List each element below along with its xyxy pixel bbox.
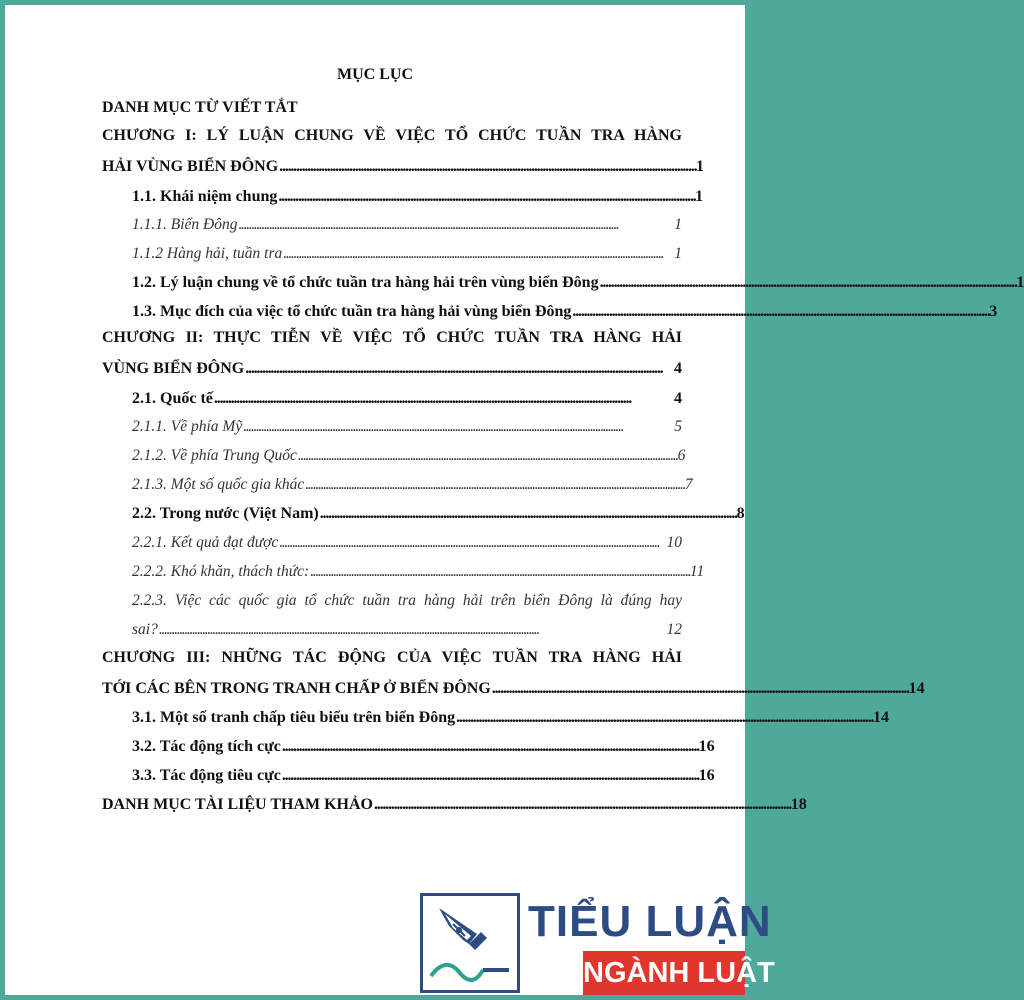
page-number: 12 (666, 621, 682, 638)
page-number: 4 (674, 390, 682, 407)
toc-entry-1-3[interactable]: 1.3. Mục đích của việc tổ chức tuần tra hàng hải vùng biển Đông . . . 3 (132, 301, 682, 323)
leader-dots (456, 707, 872, 729)
toc-entry-chapter-1-line1[interactable]: CHƯƠNG I: LÝ LUẬN CHUNG VỀ VIỆC TỔ CHỨC TUẦN TRA HÀNG (102, 127, 682, 144)
page-number: 7 (684, 476, 693, 493)
page-number: 11 (689, 563, 705, 580)
toc-title: MỤC LỤC (337, 66, 413, 83)
toc-entry-2-2-3[interactable]: sai? . . . 12 (132, 619, 682, 641)
leader-dots (159, 619, 666, 641)
toc-entry-chapter-2[interactable]: VÙNG BIỂN ĐÔNG . . . 4 (102, 358, 682, 380)
toc-entry-chapter-2-line1[interactable]: CHƯƠNG II: THỰC TIỄN VỀ VIỆC TỔ CHỨC TUẦN TRA HÀNG HẢI (102, 329, 682, 346)
page-number: 14 (872, 709, 889, 726)
toc-entry-2-1-3[interactable]: 2.1.3. Một số quốc gia khác . . . 7 (132, 474, 682, 496)
leader-dots (492, 678, 908, 700)
leader-dots (243, 416, 673, 438)
logo-red-banner (583, 951, 775, 995)
page-number: 1 (674, 245, 682, 262)
page-number: 1 (695, 188, 704, 205)
leader-dots (600, 272, 1016, 294)
page-number: 6 (677, 447, 686, 464)
leader-dots (238, 214, 673, 236)
toc-entry-2-1-1[interactable]: 2.1.1. Về phía Mỹ . . . 5 (132, 416, 682, 438)
leader-dots (320, 503, 736, 525)
page-number: 4 (674, 360, 682, 377)
toc-entry-1-1[interactable]: 1.1. Khái niệm chung . . . 1 (132, 186, 682, 208)
toc-entry-1-2[interactable]: 1.2. Lý luận chung về tổ chức tuần tra hàng hải trên vùng biển Đông . . . 1 (132, 272, 682, 294)
document-page (5, 5, 1024, 995)
logo-text-secondary: NGÀNH LUẬT (583, 957, 775, 989)
page-number: 18 (790, 796, 807, 813)
toc-entry-2-2-3-line1[interactable]: 2.2.3. Việc các quốc gia tổ chức tuần tra hàng hải trên biển Đông là đúng hay (132, 592, 682, 609)
leader-dots (279, 156, 695, 178)
toc-entry-abbreviations[interactable]: DANH MỤC TỪ VIẾT TẮT (102, 99, 298, 116)
leader-dots (572, 301, 988, 323)
leader-dots (278, 186, 694, 208)
leader-dots (305, 474, 684, 496)
page-number: 10 (666, 534, 682, 551)
page-number: 1 (695, 158, 704, 175)
leader-dots (283, 243, 673, 265)
page-number: 1 (1016, 274, 1024, 291)
toc-entry-chapter-3-line1[interactable]: CHƯƠNG III: NHỮNG TÁC ĐỘNG CỦA VIỆC TUẦN TRA HÀNG HẢI (102, 649, 682, 666)
page-number: 5 (674, 418, 682, 435)
toc-entry-1-1-2[interactable]: 1.1.2 Hàng hải, tuần tra . . . 1 (132, 243, 682, 265)
page-number: 16 (698, 767, 715, 784)
leader-dots (282, 736, 698, 758)
page-number: 1 (674, 216, 682, 233)
toc-entry-3-2[interactable]: 3.2. Tác động tích cực . . . 16 (132, 736, 682, 758)
toc-entry-1-1-1[interactable]: 1.1.1. Biển Đông . . . 1 (132, 214, 682, 236)
toc-entry-3-3[interactable]: 3.3. Tác động tiêu cực . . . 16 (132, 765, 682, 787)
leader-dots (282, 765, 698, 787)
leader-dots (214, 388, 673, 410)
brand-logo (420, 893, 775, 995)
toc-entry-2-2-2[interactable]: 2.2.2. Khó khăn, thách thức: . . . 11 (132, 561, 682, 583)
toc-entry-2-2[interactable]: 2.2. Trong nước (Việt Nam) . . . 8 (132, 503, 682, 525)
toc-entry-2-2-1[interactable]: 2.2.1. Kết quả đạt được . . . 10 (132, 532, 682, 554)
leader-dots (279, 532, 665, 554)
pen-nib-icon (420, 893, 520, 993)
page-number: 3 (989, 303, 998, 320)
logo-text-primary: TIỂU LUẬN (528, 897, 772, 946)
leader-dots (374, 794, 790, 816)
toc-entry-chapter-3[interactable]: TỚI CÁC BÊN TRONG TRANH CHẤP Ở BIỂN ĐÔNG . . . 14 (102, 678, 682, 700)
page-number: 16 (698, 738, 715, 755)
page-number: 14 (908, 680, 925, 697)
leader-dots (298, 445, 677, 467)
toc-entry-3-1[interactable]: 3.1. Một số tranh chấp tiêu biểu trên biển Đông . . . 14 (132, 707, 682, 729)
page-number: 8 (736, 505, 745, 522)
toc-entry-references[interactable]: DANH MỤC TÀI LIỆU THAM KHẢO . . . 18 (102, 794, 682, 816)
toc-entry-2-1[interactable]: 2.1. Quốc tế . . . 4 (132, 388, 682, 410)
leader-dots (245, 358, 673, 380)
toc-entry-2-1-2[interactable]: 2.1.2. Về phía Trung Quốc . . . 6 (132, 445, 682, 467)
leader-dots (310, 561, 689, 583)
toc-entry-chapter-1[interactable]: HẢI VÙNG BIỂN ĐÔNG . . . 1 (102, 156, 682, 178)
